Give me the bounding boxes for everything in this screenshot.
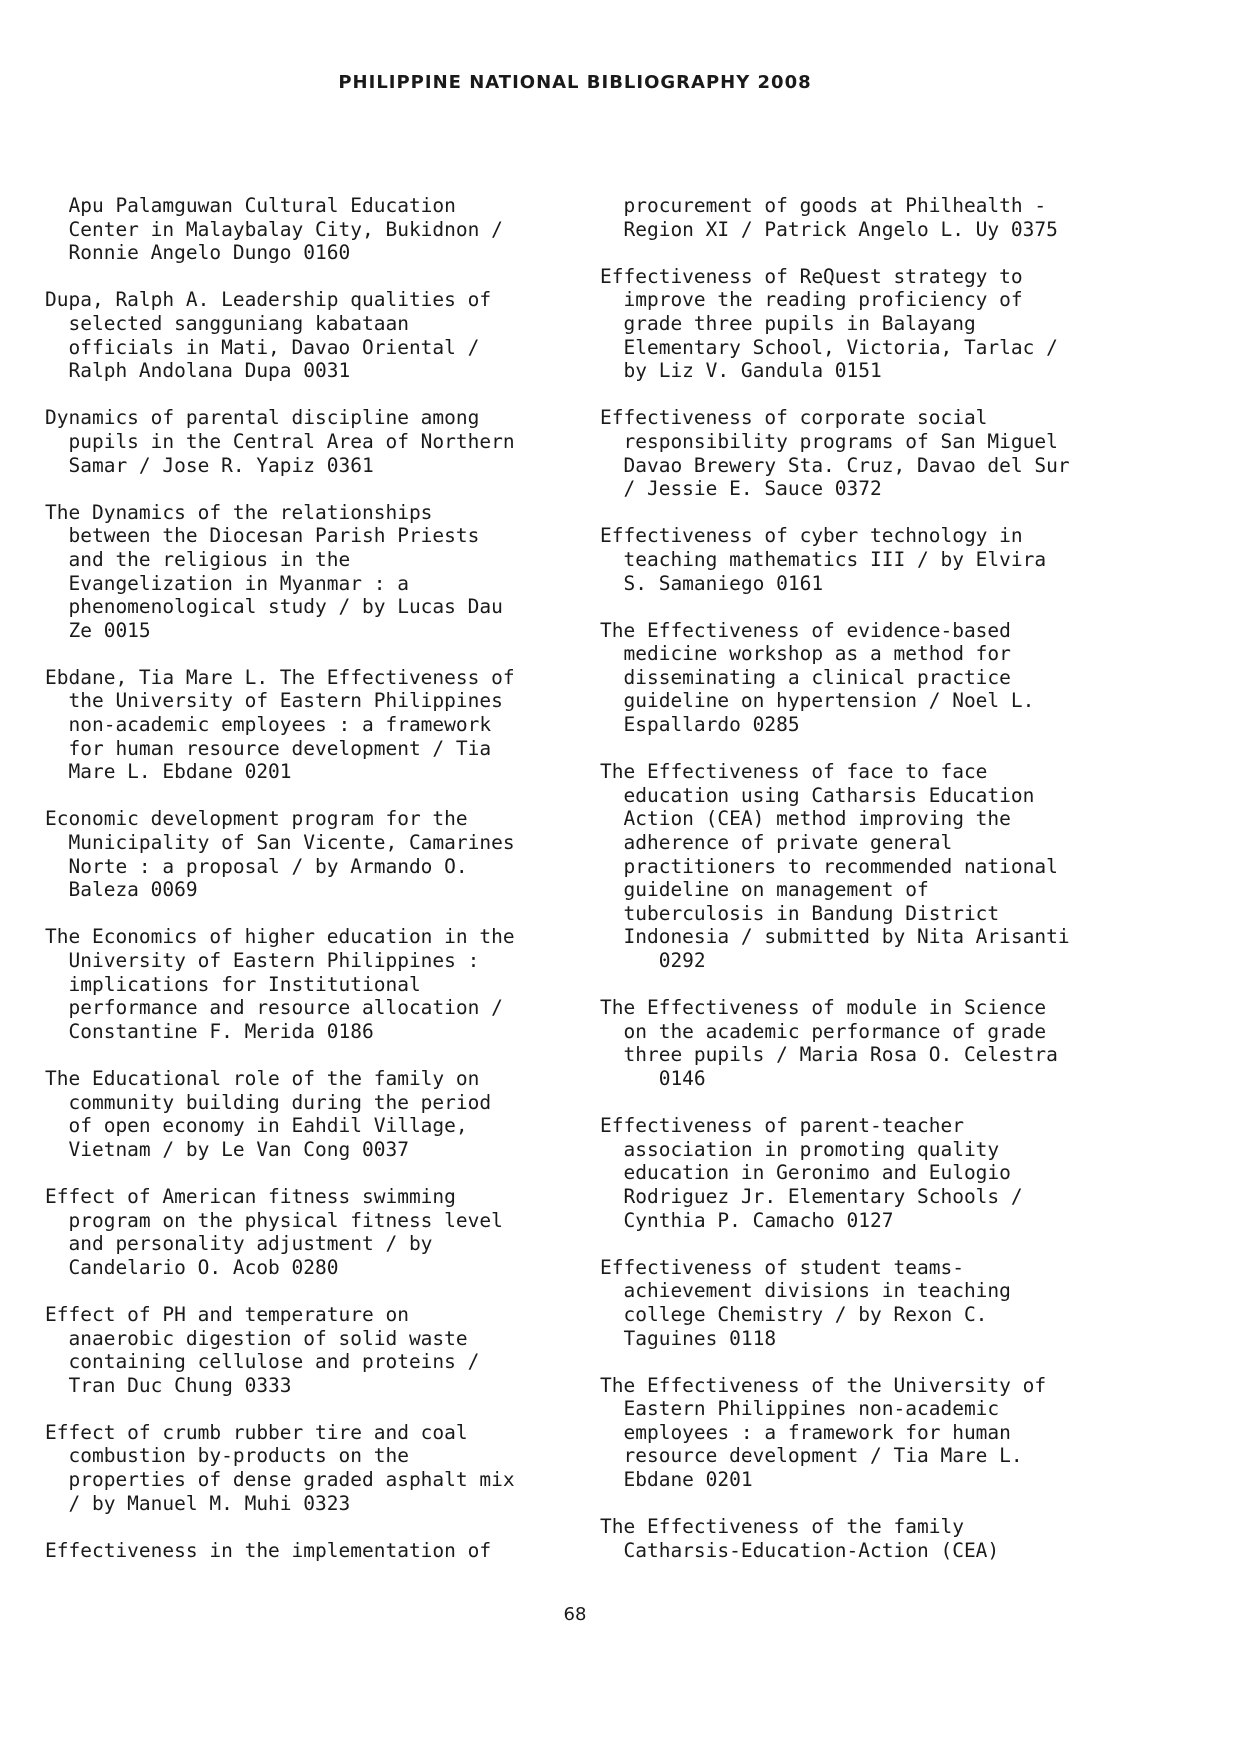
- bibliography-entry: Dupa, Ralph A. Leadership qualities of selected sangguniang kabataan officials in Mati, Davao Oriental / Ralph Andolana Dupa 0031: [45, 288, 492, 383]
- bibliography-entry: Effectiveness of parent-teacher association in promoting quality education in Geronimo and Eulogio Rodriguez Jr. Elementary Schools / Cynthia P. Camacho 0127: [600, 1114, 1023, 1232]
- bibliography-entry: Effectiveness of cyber technology in teaching mathematics III / by Elvira S. Samaniego 0161: [600, 524, 1047, 595]
- bibliography-entry: Effectiveness of corporate social responsibility programs of San Miguel Davao Brewery Sta. Cruz, Davao del Sur / Jessie E. Sauce 0372: [600, 406, 1070, 501]
- bibliography-entry: The Economics of higher education in the University of Eastern Philippines : implications for Institutional performance and resource allocation / Constantine F. Merida 0186: [45, 925, 515, 1043]
- bibliography-entry: Effect of crumb rubber tire and coal combustion by-products on the properties of dense graded asphalt mix / by Manuel M. Muhi 0323: [45, 1420, 515, 1515]
- bibliography-entry: procurement of goods at Philhealth - Region XI / Patrick Angelo L. Uy 0375: [623, 194, 1058, 241]
- bibliography-entry: Effectiveness in the implementation of: [45, 1538, 492, 1562]
- bibliography-entry: The Dynamics of the relationships between the Diocesan Parish Priests and the religious in the Evangelization in Myanmar : a phenomenological study / by Lucas Dau Ze 0015: [45, 500, 503, 642]
- bibliography-entry: Dynamics of parental discipline among pupils in the Central Area of Northern Samar / Jose R. Yapiz 0361: [45, 406, 515, 477]
- bibliography-entry: The Effectiveness of the family Catharsis-Education-Action (CEA): [600, 1515, 1000, 1562]
- bibliography-entry: Apu Palamguwan Cultural Education Center in Malaybalay City, Bukidnon / Ronnie Angelo Dungo 0160: [68, 194, 503, 265]
- bibliography-entry: Effect of PH and temperature on anaerobic digestion of solid waste containing cellulose and proteins / Tran Duc Chung 0333: [45, 1302, 480, 1397]
- bibliography-entry: Ebdane, Tia Mare L. The Effectiveness of the University of Eastern Philippines non-academic employees : a framework for human resource development / Tia Mare L. Ebdane 0201: [45, 665, 515, 784]
- bibliography-entry: The Effectiveness of module in Science on the academic performance of grade three pupils / Maria Rosa O. Celestra 0146: [600, 996, 1058, 1090]
- bibliography-entry: The Effectiveness of face to face education using Catharsis Education Action (CEA) method improving the adherence of private general practitioners to recommended national guideline on management of tuberculosis in Bandung District Indonesia / submitted by Nita Arisanti 0292: [600, 760, 1070, 972]
- bibliography-entry: Effect of American fitness swimming program on the physical fitness level and personality adjustment / by Candelario O. Acob 0280: [45, 1184, 503, 1279]
- bibliography-entry: The Effectiveness of the University of Eastern Philippines non-academic employees : a framework for human resource development / Tia Mare L. Ebdane 0201: [600, 1373, 1047, 1492]
- bibliography-entry: Economic development program for the Municipality of San Vicente, Camarines Norte : a proposal / by Armando O. Baleza 0069: [45, 807, 515, 902]
- right-column: [600, 194, 1120, 1562]
- left-column: [45, 194, 565, 1562]
- page-title: PHILIPPINE NATIONAL BIBLIOGRAPHY 2008: [338, 72, 812, 93]
- page-number: 68: [563, 1604, 587, 1625]
- bibliography-entry: Effectiveness of ReQuest strategy to improve the reading proficiency of grade three pupils in Balayang Elementary School, Victoria, Tarlac / by Liz V. Gandula 0151: [600, 264, 1058, 383]
- bibliography-entry: The Effectiveness of evidence-based medicine workshop as a method for disseminating a clinical practice guideline on hypertension / Noel L. Espallardo 0285: [600, 618, 1035, 737]
- bibliography-entry: The Educational role of the family on community building during the period of open economy in Eahdil Village, Vietnam / by Le Van Cong 0037: [45, 1066, 492, 1161]
- bibliography-entry: Effectiveness of student teams- achievement divisions in teaching college Chemistry / by Rexon C. Taguines 0118: [600, 1255, 1011, 1350]
